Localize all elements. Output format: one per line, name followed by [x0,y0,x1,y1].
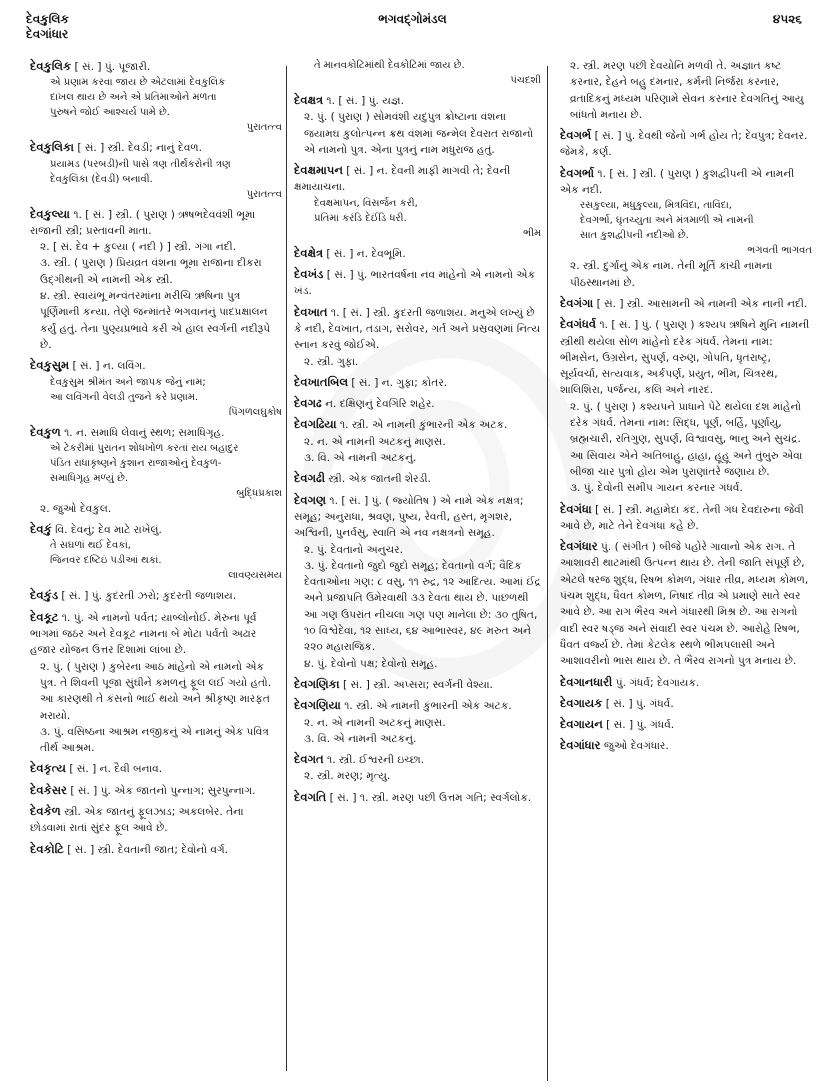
definition: ૧. પું. એ નામનો પર્વત; યાબ્લોનોઈ. મેરુના પૂર્વ ભાગમાં જઠર અને દેવકૂટ નામના બે મોટા પર્વતો અઢાર હજાર યોજન ઉત્તર દિશામાં લાંબા છે. [30,611,257,657]
headword: દેવગઢી [294,471,325,486]
definition: [ સં. ] ૧. સ્ત્રી. મરણ પછી ઉત્તમ ગતિ; સ્વર્ગલોક. [329,791,532,804]
dictionary-entry [560,165,812,291]
sense-definition: ૨. ન. એ નામની અટકનું માણસ. [304,716,446,729]
dictionary-entry [30,139,282,201]
sense-definition: ૨. [ સં. દેવ + કુલ્યા ( નદી ) ] સ્ત્રી. ગંગા નદી. [40,241,237,254]
sense-definition: ૩. પું. વસિષ્ઠના આશ્રમ નજીકનું એ નામનું એક પવિત્ર તીર્થ આશ્રમ. [40,725,269,755]
definition: [ સં. ] પું. ગંધર્વ. [605,697,674,710]
definition: [ સં. ] પું. દેવથી જેનો ગર્ભ હોય તે; દેવપુત્ર; દેવનર. જેમકે, કર્ણ. [560,130,808,159]
column-divider [286,66,287,1071]
headword: દેવકુલિક [30,59,72,73]
headword: દેવકુળ [30,424,61,439]
page-header [0,0,825,52]
headword: દેવગાયન [560,717,603,732]
entry-definition-line [30,760,282,777]
sense-definition: ૨. પું. ( પુરાણ ) કશ્યપને પ્રાધાને પેટે થયેલા દશ માંહેનો દરેક ગંધર્વ. તેમનાં નામ: સિદ્ધ, પૂર્ણ, બર્હિ, પૂર્ણાયુ, બ્રહ્મચારી, રતિગુણ, સુપર્ણ, વિશ્વાવસુ, ભાનુ અને સુચંદ્ર. આ સિવાય એને અતિબાહુ, હાહા, હૂહૂ અને તુંબુરુ એવા બીજા ચાર પુત્રો હોય એમ પુરાણાંતરે જણાય છે. [570,400,803,478]
entry-definition-line [560,695,812,712]
dictionary-entry [560,695,812,712]
entry-definition-line [30,357,282,374]
quotation-line: સાત કુશદ્વીપની નદીઓ છે. [580,230,689,242]
page-number: ૪૫૨૬ [772,12,802,26]
dictionary-entry [294,92,541,158]
dictionary-entry [30,357,282,419]
definition: [ સં. ] સ્ત્રી. દેવતાની જાત; દેવોનો વર્ગ. [67,843,229,856]
dictionary-entry [294,374,541,391]
entry-definition-line [294,266,541,300]
dictionary-entry [560,295,812,312]
entry-definition-line [30,139,282,156]
headword: દેવગતિ [294,789,327,804]
definition: [ સં. ] સ્ત્રી. અપ્સરા; સ્વર્ગની વેશ્યા. [342,678,493,691]
entry-definition-line [560,538,812,669]
dictionary-entry [560,716,812,733]
dictionary-entry [294,416,541,466]
citation-source: પંચદશી [510,75,541,86]
column-divider [547,66,548,1081]
definition: ૧. [ સં. ] પું. ( જ્યોતિષ ) એ નામે એક નક્ષત્ર; સમૂહ; અનુરાધા, શ્રવણ, પુષ્ય, રેવતી, હસ્ત, મૃગશર, અશ્વિની, પુનર્વસુ, સ્વાતિ એ નવ નક્ષત્રનો સમૂહ. [294,494,524,540]
entry-definition-line [294,395,541,412]
definition: ૧. [ સં. ] સ્ત્રી. ( પુરાણ ) ઋષભદેવવંશી ભૂમા રાજાની સ્ત્રી; પ્રસ્તાવની માતા. [30,208,256,237]
sense-definition: ૩. સ્ત્રી. ( પુરાણ ) પ્રિયવ્રત વંશના ભૂમા રાજાના દીકરા ઉદ્ગીથની એ નામની એક સ્ત્રી. [40,257,262,286]
sense-definition: ૨. પું. ( પુરાણ ) કુબેરના આઠ માંહેનો એ નામનો એક પુત્ર. તે શિવની પૂજા સુંઘીને કમળનું ફૂલ લઈ ગયો હતો. આ કારણથી તે કંસનો ભાઈ થયો અને શ્રીકૃષ્ણ મારફત મરાયો. [40,660,272,722]
definition: [ સં. ] પું. એક જાતનો પુન્નાગ; સુરપુન્નાગ. [70,784,256,797]
entry-definition-line [30,609,282,659]
headword: દેવખંડ [294,267,324,282]
definition: ૧. [ સં. ] સ્ત્રી. કુદરતી જળાશય. મનુએ લખ્યું છે કે નદી, દેવખાત, તડાગ, સરોવર, ગર્ત અને પ્રસ્રવણમાં નિત્ય સ્નાન કરવું જોઈએ. [294,306,541,352]
entry-definition-line [560,501,812,535]
headword: દેવખાતબિલ [294,374,349,389]
citation-source: ભીમ [523,227,541,239]
dictionary-entry [30,841,282,858]
headword: દેવગંગા [560,295,594,310]
sense-definition: ૨. પું. ( પુરાણ ) સોમવંશી યદુપુત્ર ક્રોષ્ટાના વંશના જયામઘ કુલોત્પન્ન ક્રથ વંશમાં જન્મેલ દેવરાત રાજાનો એ નામનો પુત્ર. એના પુત્રનું નામ મધુરાજ હતું. [304,111,534,156]
dictionary-entry [294,676,541,693]
sense-definition: ૩. વિ. એ નામની અટકનું. [304,732,417,745]
entry-definition-line [30,424,282,441]
headword: દેવગંધાર [560,539,598,554]
quotation-line: સમાધિગૃહ મળ્યું છે. [50,472,129,484]
definition: પું. ( સંગીત ) બીજે પહોરે ગાવાનો એક રાગ. તે આશાવરી થાટમાંથી ઉત્પન્ન થાય છે. તેની જાતિ સંપૂર્ણ છે, એટલે ષરજ શુદ્ધ, રિષભ કોમળ, ગંધાર તીવ્ર, મધ્યમ કોમળ, પંચમ શુદ્ધ, ધૈવત કોમળ, નિષાદ તીવ્ર એ પ્રમાણે સાતે સ્વર આવે છે. આ રાગ ભૈરવ અને ગંધારથી મિશ્ર છે. આ રાગનો વાદી સ્વર ષડ્જ અને સંવાદી સ્વર પંચમ છે. આરોહે રિષભ, ધૈવત વર્જ્ય છે. તેમાં કેટલેક સ્થળે ભીમપલાસી અને આશાવરીનો ભાસ થાય છે. તે ભૈરવ રાગનો પુત્ર મનાય છે. [560,541,809,668]
definition: [ સં. ] ન. ગુફા; કોતર. [351,376,448,389]
dictionary-entry [560,674,812,691]
entry-definition-line [294,470,541,487]
citation-source: પુરાતત્ત્વ [246,188,282,200]
headword: દેવકુલ્યા [30,206,70,221]
citation-source: પિંગળલઘુકોષ [228,406,282,418]
definition: [ સં. ] સ્ત્રી. દેવડી; નાનું દેવળ. [77,142,203,155]
headword: દેવક્ષત્ર [294,93,324,107]
dictionary-entry [560,501,812,535]
definition: [ સં. ] પું. ભારતવર્ષના નવ માંહેનો એ નામનો એક ખંડ. [294,269,536,298]
dictionary-entry [560,316,812,496]
dictionary-entry [560,127,812,161]
definition: ૧. [ સં. ] સ્ત્રી. ( પુરાણ ) કુશદ્વીપની એ નામની એક નદી. [560,167,795,197]
quotation-line: દેવગર્ભા, ઘૃતચ્યુતા અને મંત્રમાળી એ નામની [580,215,754,227]
quotation-line: પંડિત રાધાકૃષ્ણને કુશાન રાજાઓનું દેવકુળ- [50,457,222,469]
entry-definition-line [30,58,282,75]
dictionary-entry [294,697,541,747]
headword: દેવગણિયા [294,698,341,713]
definition: ૧. સ્ત્રી. ઈશ્વરની ઇચ્છા. [327,754,425,767]
dictionary-entry [294,304,541,370]
column-right [560,58,812,1088]
entry-definition-line [560,674,812,691]
headword: દેવગણિકા [294,676,340,691]
definition: ન. દક્ષિણનું દેવગિરિ શહેર. [325,398,435,411]
sense-definition: ૨. પું. દેવતાનો અનુચર. [304,543,404,556]
sense-definition: ૨. સ્ત્રી. ગુફા. [304,355,359,368]
quotation-line: રસકુલ્યા, મધુકુલ્યા, મિત્રવિંદા, તાવિંદા, [580,200,732,212]
column-middle [294,58,541,1088]
dictionary-entry [30,206,282,354]
dictionary-entry [30,521,282,583]
headword: દેવગાનધારી [560,674,613,689]
entry-definition-line [30,521,282,538]
entry-definition-line [294,676,541,693]
entry-definition-line [560,716,812,733]
headword: દેવકુલિકા [30,140,74,155]
citation-source: પુરાતત્ત્વ [246,122,282,134]
quotation-line: એ પ્રણામ કરવા જાય છે એટલામાં દેવકુલિક [50,77,226,89]
quotation-line: પુરુષને જોઈ આશ્ચર્ય પામે છે. [50,107,170,119]
dictionary-entry [30,424,282,518]
headword: દેવકું [30,522,52,537]
definition: [ સં. ] ન. લવિંગ. [72,360,146,373]
entry-definition-line [30,206,282,240]
definition: [ સં. ] ન. દેવની માફી માગવી તે; દેવની ક્ષમાયાચના. [294,165,511,194]
entry-definition-line [560,127,812,161]
entry-definition-line [294,751,541,768]
dictionary-entry [294,266,541,300]
sense-definition: ૩. પું. દેવોની સમીપ ગાયન કરનાર ગંધર્વ. [570,482,743,495]
headword: દેવગત [294,752,324,767]
definition: વિ. દેવનું; દેવ માટે રાખેલું. [55,524,162,537]
headword: દેવક્ષેત્ર [294,245,324,260]
quotation-line: દેવક્ષમાપન, વિસર્જન કરી, [314,197,418,209]
headword: દેવગર્ભ [560,128,592,143]
headword: દેવકુંડ [30,588,59,603]
quotation-line: પ્રતિમા કરંડિ દેઈંડિ ધરી. [314,212,407,224]
dictionary-entry [30,609,282,757]
definition: સ્ત્રી. એક જાતનું ફૂલઝાડ; અકલબેર. તેના છોડવામાં રાતાં સુંદર ફૂલ આવે છે. [30,806,244,835]
sense-definition: ૨. જુઓ દેવકુલ. [40,502,112,515]
quotation-line: દેવકુલિકા (દેવડી) બનાવી. [50,173,153,185]
entry-definition-line [294,697,541,714]
headword: દેવકૂટ [30,609,59,624]
definition: [ સં. ] પું. કુદરતી ઝરો; કુદરતી જળાશય. [61,590,237,603]
entry-definition-line [294,492,541,542]
definition: [ સં. ] ન. દૈવી બનાવ. [69,763,163,776]
dictionary-entry [30,587,282,604]
sense-definition: ૨. સ્ત્રી. મરણ પછી દેવયોનિ મળવી તે. અજ્ઞાત કષ્ટ કરનાર, દેહને બહુ દમનાર, કર્મની નિર્જરા કરનાર, વ્રતાદિકનું મધ્યમ પરિણામે સેવન કરનાર દેવગતિનું આયુ બાંધતો મનાય છે. [570,60,804,121]
headword: દેવગંધા [560,501,592,516]
guide-word-last: દેવગાંધાર [26,27,69,41]
headword: દેવગઢિયા [294,417,337,432]
definition: ૧. સ્ત્રી. એ નામની કુંભારની એક અટક. [344,700,512,713]
definition: ૧. સ્ત્રી. એ નામની કુંભારની એક અટક. [339,419,508,432]
headword: દેવકોટિ [30,841,64,856]
citation-source: લાવણ્યસમય [228,570,282,582]
quotation-line: પ્રયામડ (પરબડી)ની પાસે ત્રણ તીર્થંકરોની ત્રણ [50,158,231,170]
quotation-line: જિનવર દષ્ટિઇં પડીઆં થકાં. [50,555,162,567]
sense-definition: ૪. સ્ત્રી. સ્વાયંભૂ મન્વંતરમાંના મરીચિ ઋષિના પુત્ર પૂર્ણિમાની કન્યા. તેણે જન્માંતરે ભગવાનનું પાદપ્રક્ષાલન કર્યું હતું. તેના પુણ્યપ્રભાવે કરી એ હાલ સ્વર્ગની નદીરૂપે છે. [40,290,271,351]
sense-definition: ૩. વિ. એ નામની અટકનું. [304,452,417,465]
entry-definition-line [294,374,541,391]
headword: દેવકેળ [30,804,61,819]
citation-source: બુદ્ધિપ્રકાશ [236,487,282,499]
entry-definition-line [560,295,812,312]
headword: દેવખાત [294,304,328,319]
quotation-line: દેવકુસુમ શ્રીમંત અને જાપક જેનું નામ; [50,376,206,388]
headword: દેવગઢ [294,396,322,411]
entry-definition-line [294,245,541,262]
definition: જુઓ દેવગંધાર. [603,740,669,753]
sense-definition: ૨. ન. એ નામની અટકનું માણસ. [304,435,446,448]
headword: દેવકેસર [30,782,67,797]
definition: પું. ગંધર્વ; દેવગાયક. [615,676,700,689]
definition: [ સં. ] ન. દેવભૂમિ. [326,247,406,260]
headword: દેવગંધર્વ [560,317,597,332]
quotation-line: દાખલ થાય છે અને એ પ્રતિમાઓને મળતા [50,92,217,104]
dictionary-entry [294,470,541,487]
entry-definition-line [560,737,812,754]
entry-definition-line [294,304,541,354]
entry-definition-line [560,316,812,398]
entry-definition-line [30,841,282,858]
column-left [30,58,282,1088]
headword: દેવગર્ભા [560,165,595,180]
dictionary-entry [30,58,282,135]
sense-definition: ૨. સ્ત્રી. મરણ; મૃત્યુ. [304,770,391,783]
entry-definition-line [294,789,541,806]
headword: દેવકુસુમ [30,358,70,373]
headword: દેવક્ષમાપન [294,163,343,178]
dictionary-entry [294,492,541,672]
quotation-line: આ લવિંગની વેલડી તુજને કરે પ્રણામ. [50,391,199,403]
definition: ૧. ન. સમાધિ લેવાનું સ્થળ; સમાધિગૃહ. [64,426,225,439]
quotation-line: એ ટેકરીમાં પુરાતન શોધખોળ કરતાં રાય બહાદુર [50,442,239,454]
dictionary-entry [30,760,282,777]
dictionary-entry [30,782,282,799]
citation-source: ભગવતી ભાગવત [747,245,812,257]
page-title: ભગવદ્ગોમંડલ [378,12,447,26]
quotation-line: તે માનવકોટિમાંથી દેવકોટિમાં જાય છે. [314,60,465,71]
headword: દેવકૃત્ય [30,761,66,776]
dictionary-entry [560,538,812,669]
entry-definition-line [294,92,541,109]
definition: સ્ત્રી. એક જાતની શેરડી. [328,473,431,486]
definition: [ સં. ] સ્ત્રી. મહામેદા કંદ. તેની ગંધ દેવદારુના જેવી આવે છે, માટે તેને દેવગંધા કહે છે. [560,503,804,532]
sense-definition: ૨. સ્ત્રી. દુર્ગાનું એક નામ. તેની મૂર્તિ કાંચી નામના પીઠસ્થાનમાં છે. [570,260,773,289]
entry-definition-line [30,803,282,837]
definition: ૧. [ સં. ] પું. યજ્ઞ. [326,95,404,107]
entry-definition-line [294,162,541,196]
definition: [ સં. ] પું. ગંધર્વ. [606,719,675,732]
entry-definition-line [294,416,541,433]
dictionary-entry [560,58,812,123]
entry-definition-line [30,782,282,799]
headword: દેવગાયક [560,695,603,710]
entry-definition-line [560,165,812,199]
dictionary-entry [294,751,541,785]
dictionary-entry [294,789,541,806]
guide-word-first: દેવકુલિક [26,12,69,26]
quotation-line: તે સઘળાં થઈ દેવકાં, [50,540,131,552]
sense-definition: ૪. પું. દેવોનો પક્ષ; દેવોનો સમૂહ. [304,657,438,670]
dictionary-entry [294,58,541,88]
sense-definition: ૩. પું. દેવતાનો જુદો જુદો સમૂહ; દેવતાનો વર્ગ; વૈદિક દેવતાઓના ગણ: ૮ વસુ, ૧૧ રુદ્ર, ૧૨ આદિત્ય. આમાં ઈંદ્ર અને પ્રજાપતિ ઉમેરવાથી ૩૩ દેવતા થાય છે. પાછળથી આ ગણ ઉપરાંત નીચલા ગણ પણ માનેલા છે: ૩૦ તુષિત, ૧૦ વિશ્વેદેવા, ૧૨ સાધ્ય, ૬૪ આભાસ્વર, ૪૯ મરુત અને ૨૨૦ મહારાજિક. [304,559,541,654]
dictionary-entry [30,803,282,837]
entry-definition-line [30,587,282,604]
definition: ૧. [ સં. ] પું. ( પુરાણ ) કશ્યપ ઋષિને મુનિ નામની સ્ત્રીથી થયેલા સોળ માંહેનો દરેક ગંધર્વ. તેમનાં નામ: ભીમસેન, ઉગ્રસેન, સુપર્ણ, વરુણ, ગોપતિ, ધૃતરાષ્ટ્ર, સૂર્યવર્ચા, સત્યવાક, અર્કપર્ણ, પ્રયુત, ભીમ, ચિત્રરથ, શાલિશિરા, પર્જન્ય, કલિ અને નારદ. [560,319,810,397]
dictionary-entry [560,737,812,754]
dictionary-entry [294,162,541,241]
headword: દેવગાંધાર [560,738,601,753]
dictionary-entry [294,245,541,262]
headword: દેવગણ [294,492,327,507]
dictionary-entry [294,395,541,412]
definition: [ સં. ] સ્ત્રી. આસામની એ નામની એક નાની નદી. [596,297,808,310]
definition: [ સં. ] પું. પૂજારી. [74,61,151,73]
